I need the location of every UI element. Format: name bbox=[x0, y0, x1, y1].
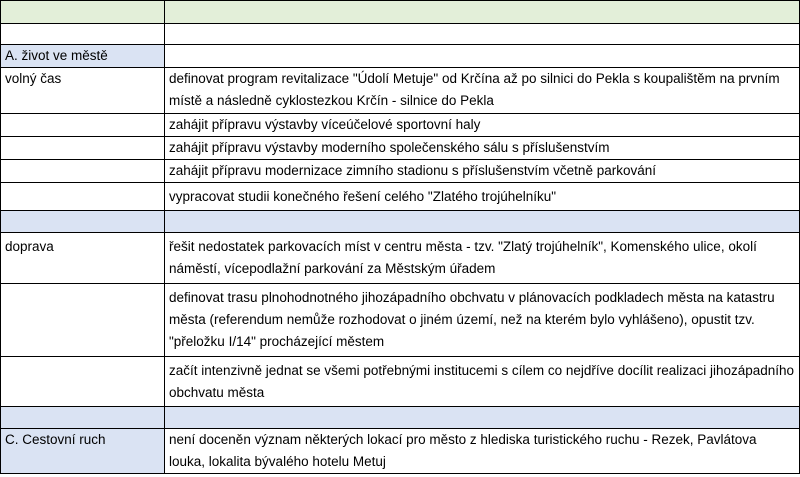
measure-cell: začít intenzivně jednat se všemi potřebnými institucemi s cílem co nejdříve docílit realizaci jihozápadního obchvatu města bbox=[165, 357, 800, 407]
table-row bbox=[1, 114, 800, 137]
empty-row bbox=[1, 24, 800, 45]
section-title-a: A. život ve městě bbox=[1, 45, 165, 68]
section-row-a bbox=[1, 45, 800, 68]
measure-cell: zahájit přípravu výstavby moderního společenského sálu s příslušenstvím bbox=[165, 137, 800, 160]
header-band-cell-left bbox=[1, 1, 165, 24]
measure-cell: zahájit přípravu modernizace zimního stadionu s příslušenstvím včetně parkování bbox=[165, 160, 800, 183]
separator-band-row bbox=[1, 211, 800, 233]
separator-band-row bbox=[1, 407, 800, 429]
measure-cell: řešit nedostatek parkovacích míst v centru města - tzv. "Zlatý trojúhelník", Komenského ulice, okolí náměstí, vícepodlažní parkování za Městským úřadem bbox=[165, 233, 800, 284]
table-row bbox=[1, 160, 800, 183]
table-row bbox=[1, 233, 800, 284]
measure-cell: není doceněn význam některých lokací pro město z hlediska turistického ruchu - Rezek, Pavlátova louka, lokalita bývalého hotelu Metuj bbox=[165, 429, 800, 474]
section-title-c: C. Cestovní ruch bbox=[1, 429, 165, 474]
table-row bbox=[1, 284, 800, 357]
table-row bbox=[1, 137, 800, 160]
header-band-row bbox=[1, 1, 800, 24]
table-row bbox=[1, 357, 800, 407]
measure-cell: vypracovat studii konečného řešení celého "Zlatého trojúhelníku" bbox=[165, 183, 800, 211]
section-row-c bbox=[1, 429, 800, 474]
category-label-doprava: doprava bbox=[1, 233, 165, 284]
measure-cell: definovat program revitalizace "Údolí Metuje" od Krčína až po silnici do Pekla s koupalištěm na prvním místě a následně cyklostezkou Krčín - silnice do Pekla bbox=[165, 68, 800, 114]
header-band-cell-right bbox=[165, 1, 800, 24]
measure-cell: definovat trasu plnohodnotného jihozápadního obchvatu v plánovacích podkladech města na katastru města (referendum nemůže rozhodovat o jiném území, než na kterém bylo vyhlášeno), opustit tzv. "přeložku I/14" procházející městem bbox=[165, 284, 800, 357]
table-row bbox=[1, 183, 800, 211]
category-label-volny-cas: volný čas bbox=[1, 68, 165, 114]
table-row bbox=[1, 68, 800, 114]
measure-cell: zahájit přípravu výstavby víceúčelové sportovní haly bbox=[165, 114, 800, 137]
